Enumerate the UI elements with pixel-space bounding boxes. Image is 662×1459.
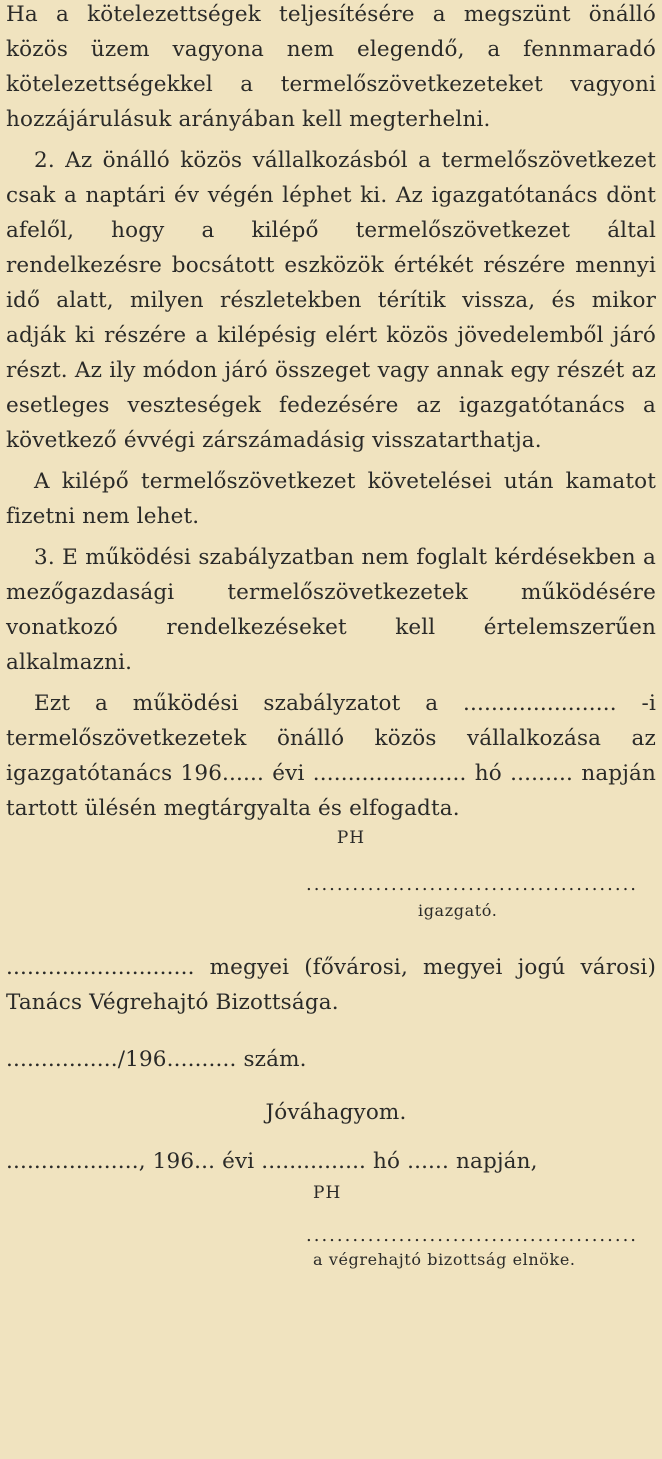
signature-line-chairman: ........................................... bbox=[306, 1225, 639, 1246]
document-number-line: ................/196.......... szám. bbox=[6, 1047, 307, 1072]
paragraph-section-2: 2. Az önálló közös vállalkozásból a termelőszövetkezet csak a naptári év végén léphet ki. Az igazgatótanács dönt afelől, hogy a kilépő termelőszövetkezet által rendelkezésre bocsátott eszközök értékét részére mennyi idő alatt, milyen részletekben térítik vissza, és mikor adják ki részére a kilépésig elért közös jövedelemből járó részt. Az ily módon járó összeget vagy annak egy részét az esetleges veszteségek fedezésére az igazgatótanács a következő évvégi zárszámadásig visszatarthatja. bbox=[6, 148, 656, 453]
stamp-placeholder-1: PH bbox=[336, 828, 366, 848]
stamp-placeholder-2: PH bbox=[313, 1183, 342, 1203]
approval-heading: Jóváhagyom. bbox=[265, 1100, 407, 1125]
paragraph-interest: A kilépő termelőszövetkezet követelései után kamatot fizetni nem lehet. bbox=[6, 469, 656, 529]
signature-label-director: igazgató. bbox=[418, 901, 498, 920]
approval-date-line: ..................., 196... évi ............... hó ...... napján, bbox=[6, 1149, 538, 1174]
paragraph-continuation: Ha a kötelezettségek teljesítésére a megszünt önálló közös üzem vagyona nem elegendő, a fennmaradó kötelezettségekkel a termelőszövetkezeteket vagyoni hozzájárulásuk arányában kell megterhelni. bbox=[6, 2, 656, 132]
county-council-line: ........................... megyei (fővárosi, megyei jogú városi) Tanács Végrehajtó Bizottsága. bbox=[6, 955, 656, 1015]
signature-label-chairman: a végrehajtó bizottság elnöke. bbox=[313, 1250, 576, 1269]
paragraph-section-3: 3. E működési szabályzatban nem foglalt kérdésekben a mezőgazdasági termelőszövetkezetek működésére vonatkozó rendelkezéseket kell értelemszerűen alkalmazni. bbox=[6, 545, 656, 675]
signature-line-director: ........................................... bbox=[306, 874, 639, 895]
paragraph-adoption: Ezt a működési szabályzatot a ...................... -i termelőszövetkezetek önálló közös vállalkozása az igazgatótanács 196...... évi ...................... hó ......... napján tartott ülésén megtárgyalta és elfogadta. bbox=[6, 691, 656, 821]
